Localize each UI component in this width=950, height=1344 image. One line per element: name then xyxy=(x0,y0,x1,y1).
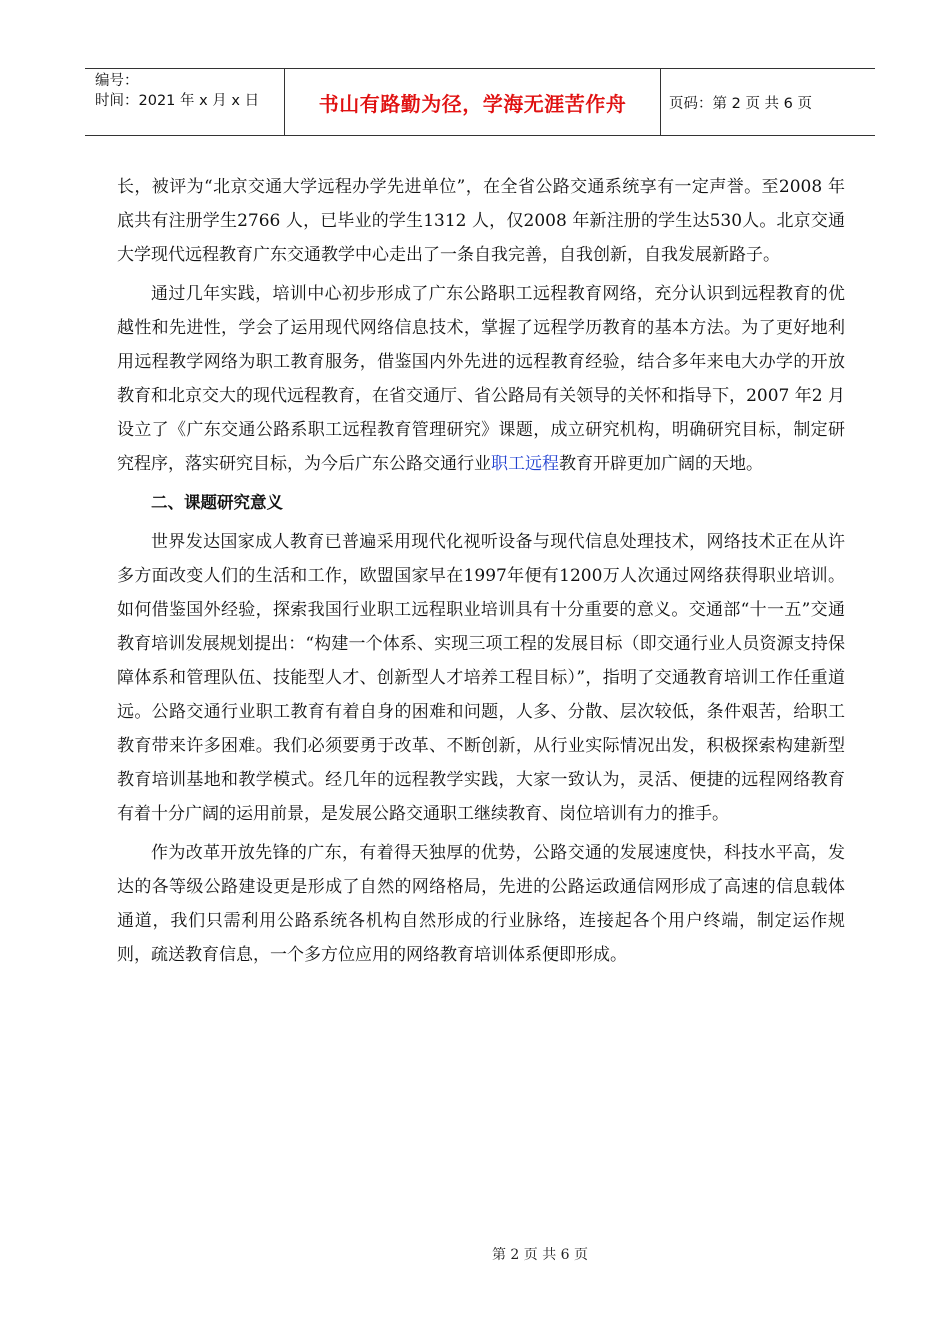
paragraph-2-text-a: 通过几年实践，培训中心初步形成了广东公路职工远程教育网络，充分认识到远程教育的优越性和先进性，学会了运用现代网络信息技术，掌握了远程学历教育的基本方法。为了更好地利用远程教学网络为职工教育服务，借鉴国内外先进的远程教育经验，结合多年来电大办学的开放教育和北京交大的现代远程教育，在省交通厅、省公路局有关领导的关怀和指导下，2007 年2 月设立了《广东交通公路系职工远程教育管理研究》课题，成立研究机构，明确研究目标，制定研究程序，落实研究目标，为今后广东公路交通行业 xyxy=(117,284,845,474)
page-header xyxy=(85,68,875,136)
number-label: 编号： xyxy=(95,73,139,89)
paragraph-1: 长，被评为“北京交通大学远程办学先进单位”，在全省公路交通系统享有一定声誉。至2008 年底共有注册学生2766 人，已毕业的学生1312 人，仅2008 年新注册的学生达530人。北京交通大学现代远程教育广东交通教学中心走出了一条自我完善，自我创新，自我发展新路子。 xyxy=(117,177,845,265)
paragraph-2-link[interactable]: 职工远程 xyxy=(491,454,559,474)
document-body xyxy=(117,170,845,977)
section-heading-text: 二、课题研究意义 xyxy=(151,493,283,512)
paragraph-2-text-b: 教育开辟更加广阔的天地。 xyxy=(559,454,763,474)
paragraph-3: 世界发达国家成人教育已普遍采用现代化视听设备与现代信息处理技术，网络技术正在从许多方面改变人们的生活和工作，欧盟国家早在1997年便有1200万人次通过网络获得职业培训。如何借鉴国外经验，探索我国行业职工远程职业培训具有十分重要的意义。交通部“十一五”交通教育培训发展规划提出：“构建一个体系、实现三项工程的发展目标（即交通行业人员资源支持保障体系和管理队伍、技能型人才、创新型人才培养工程目标）”，指明了交通教育培训工作任重道远。公路交通行业职工教育有着自身的困难和问题，人多、分散、层次较低，条件艰苦，给职工教育带来许多困难。我们必须要勇于改革、不断创新，从行业实际情况出发，积极探索构建新型教育培训基地和教学模式。经几年的远程教学实践，大家一致认为，灵活、便捷的远程网络教育有着十分广阔的运用前景，是发展公路交通职工继续教育、岗位培训有力的推手。 xyxy=(117,532,845,824)
paragraph-2 xyxy=(117,277,845,481)
header-info xyxy=(85,69,285,135)
header-motto: 书山有路勤为径，学海无涯苦作舟 xyxy=(285,69,661,135)
section-heading xyxy=(117,486,845,520)
paragraph-4: 作为改革开放先锋的广东，有着得天独厚的优势，公路交通的发展速度快，科技水平高，发达的各等级公路建设更是形成了自然的网络格局，先进的公路运政通信网形成了高速的信息载体通道，我们只需利用公路系统各机构自然形成的行业脉络，连接起各个用户终端，制定运作规则，疏送教育信息，一个多方位应用的网络教育培训体系便即形成。 xyxy=(117,843,845,965)
time-label: 时间：2021 年 x 月 x 日 xyxy=(95,93,260,109)
footer-page-number: 第 2 页 共 6 页 xyxy=(491,1247,589,1263)
page-footer xyxy=(0,1244,950,1264)
header-page-label: 页码：第 2 页 共 6 页 xyxy=(669,95,812,112)
